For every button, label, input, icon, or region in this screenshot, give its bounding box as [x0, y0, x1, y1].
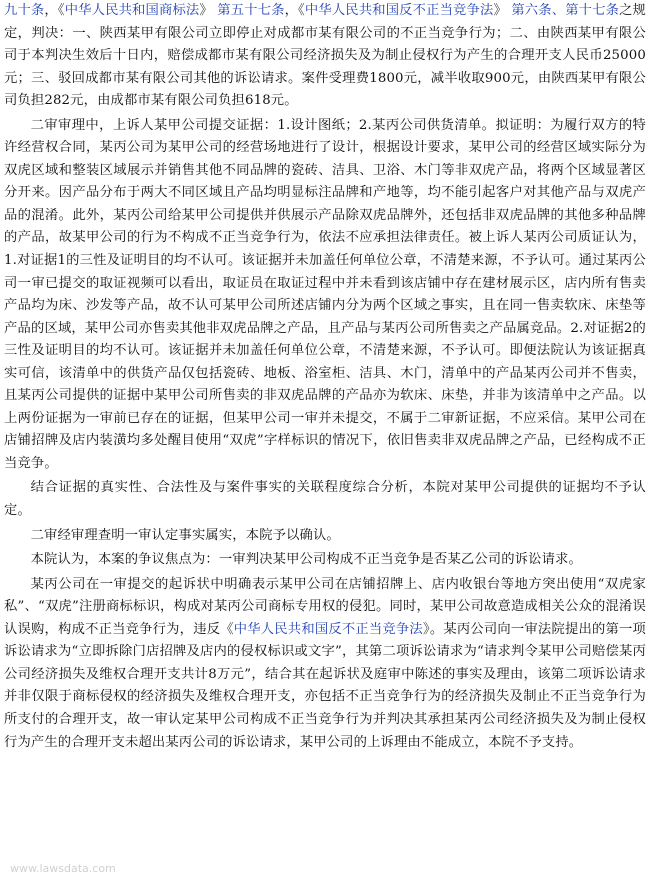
reasoning-text: 》。某丙公司向一审法院提出的第一项诉讼请求为“立即拆除门店招牌及店内的侵权标识或文字”，其第二项诉讼请求为“请求判令某甲公司赔偿某丙公司经济损失及维权合理开支共计8万元”，结合其在起诉状及庭审中陈述的事实及理由，该第二项诉讼请求并非仅限于商标侵权的经济损失及维权合理开支，亦包括不正当竞争行为的经济损失及制止不正当竞争行为所支付的合理开支，故一审认定某甲公司构成不正当竞争行为并判决其承担某丙公司经济损失及为制止侵权行为产生的合理开支未超出某丙公司的诉讼请求，某甲公司的上诉理由不能成立，本院不予支持。 [4, 621, 646, 750]
paragraph-judgment-result [4, 0, 646, 113]
law-article-link[interactable]: 第六条、第十七条 [511, 3, 620, 18]
watermark: www.lawsdata.com [10, 862, 116, 875]
paragraph-court-reasoning [4, 574, 646, 754]
law-article-link[interactable]: 第五十七条 [217, 3, 285, 18]
punctuation: ，《 [284, 3, 305, 18]
law-title-anti-unfair-competition[interactable]: 中华人民共和国反不正当竞争法 [233, 621, 423, 637]
paragraph-evidence-conclusion: 结合证据的真实性、合法性及与案件事实的关联程度综合分析，本院对某甲公司提供的证据均不予认定。 [4, 480, 646, 519]
reasoning-text: 某丙公司在一审提交的起诉状中明确表示某甲公司在店铺招牌上、店内收银台等地方突出使用“双虎家私”、“双虎”注册商标标识，构成对某丙公司商标专用权的侵犯。同时，某甲公司故意造成相关公众的混淆误认误购，构成不正当竞争行为，违反《 [4, 576, 646, 637]
judgment-document [4, 0, 646, 756]
punctuation: ，《 [44, 3, 65, 18]
punctuation: 》 [493, 3, 507, 18]
paragraph-facts-confirmed: 二审经审理查明一审认定事实属实，本院予以确认。 [30, 527, 340, 543]
law-title-trademark[interactable]: 中华人民共和国商标法 [64, 3, 200, 18]
paragraph-second-instance-evidence: 二审审理中，上诉人某甲公司提交证据：1.设计图纸；2.某丙公司供货清单。拟证明：为履行双方的特许经营权合同，某丙公司为某甲公司的经营场地进行了设计，根据设计要求，某甲公司的经营区域实际分为双虎区域和整装区域展示并销售其他不同品牌的瓷砖、洁具、卫浴、木门等非双虎产品，将两个区域显著区分开来。因产品分布于两大不同区域且产品均明显标注品牌和产地等，均不能引起客户对其他产品与双虎产品的混淆。此外，某丙公司给某甲公司提供并供展示产品除双虎品牌外，还包括非双虎品牌的其他多种品牌的产品，故某甲公司的行为不构成不正当竞争行为，依法不应承担法律责任。被上诉人某丙公司质证认为，1.对证据1的三性及证明目的均不认可。该证据并未加盖任何单位公章，不清楚来源，不予认可。通过某丙公司一审已提交的取证视频可以看出，取证员在取证过程中并未看到该店铺中存在建材展示区，店内所有售卖产品均为床、沙发等产品，故不认可某甲公司所述店铺内分为两个区域之事实，且在同一售卖软床、床垫等产品的区域，某甲公司亦售卖其他非双虎品牌之产品，且产品与某丙公司所售卖之产品属竞品。2.对证据2的三性及证明目的均不认可。该证据并未加盖任何单位公章，不清楚来源，不予认可。即便法院认为该证据真实可信，该清单中的供货产品仅包括瓷砖、地板、浴室柜、洁具、木门，清单中的产品某丙公司并不售卖，且某丙公司提供的证据中某甲公司所售卖的非双虎品牌的产品亦为软床、床垫，并非为该清单中之产品。以上两份证据为一审前已存在的证据，但某甲公司一审并未提交，不属于二审新证据，不应采信。某甲公司在店铺招牌及店内装潢均多处醒目使用“双虎”字样标识的情况下，依旧售卖非双虎品牌之产品，已经构成不正当竞争。 [4, 117, 646, 471]
law-article-link[interactable]: 九十条 [4, 3, 45, 18]
paragraph-dispute-focus: 本院认为，本案的争议焦点为：一审判决某甲公司构成不正当竞争是否某乙公司的诉讼请求。 [30, 552, 582, 568]
law-title-anti-unfair-competition[interactable]: 中华人民共和国反不正当竞争法 [304, 3, 494, 18]
punctuation: 》 [199, 3, 213, 18]
judgment-text: 之规定，判决：一、陕西某甲有限公司立即停止对成都市某有限公司的不正当竞争行为；二、由陕西某甲有限公司于本判决生效后十日内，赔偿成都市某有限公司经济损失及为制止侵权行为产生的合理开支人民币25000元；三、驳回成都市某有限公司其他的诉讼请求。案件受理费1800元，减半收取900元，由陕西某甲有限公司负担282元，由成都市某有限公司负担618元。 [4, 3, 646, 109]
